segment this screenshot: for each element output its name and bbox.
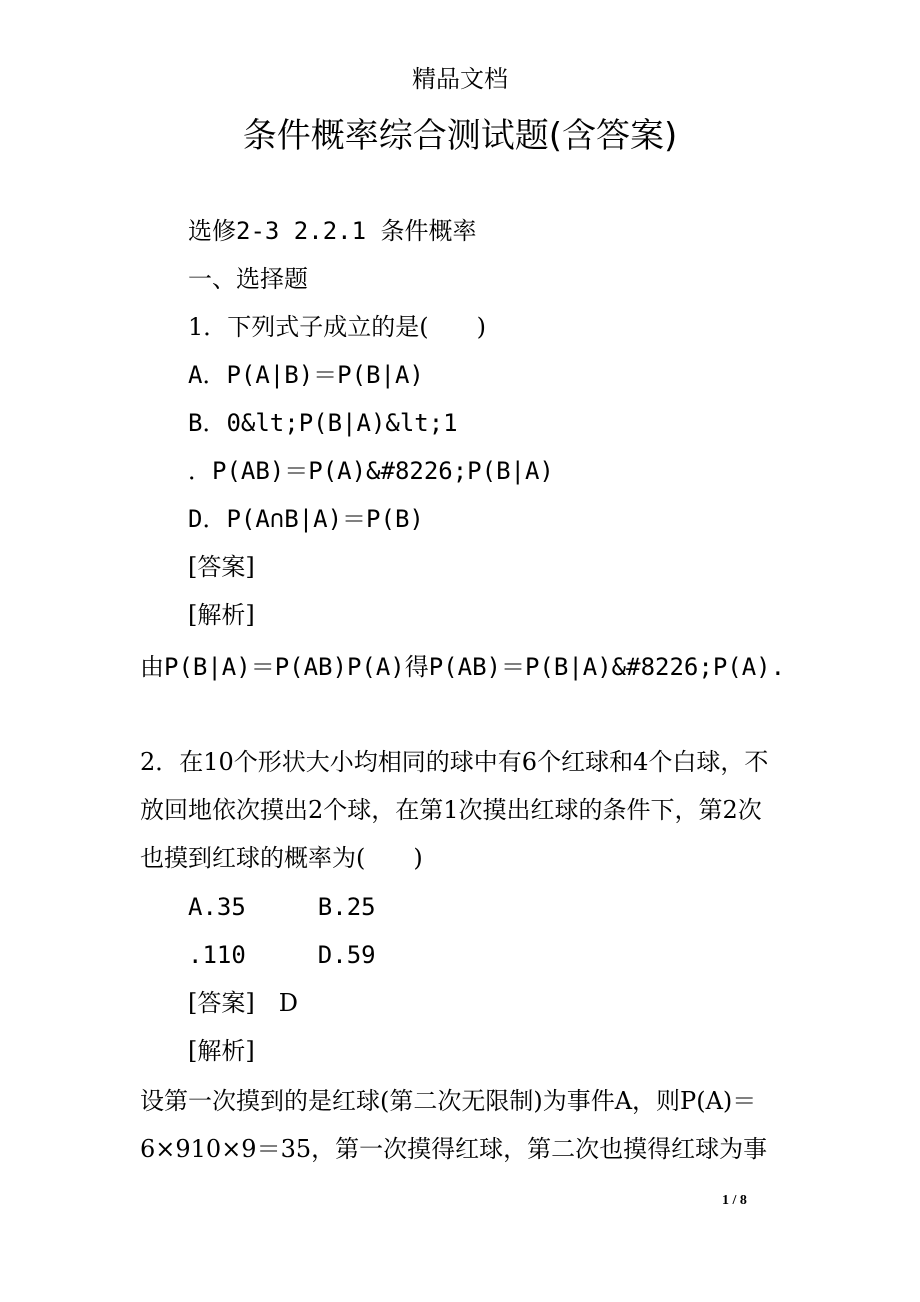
question-1-option-c: ．P(AB)＝P(A)&#8226;P(B|A) xyxy=(188,457,554,485)
question-2-analysis-label: [解析] xyxy=(188,1037,255,1065)
part-heading: 一、选择题 xyxy=(188,265,308,293)
page-header: 精品文档 xyxy=(412,65,508,93)
question-2-options-row-1: A.35 B.25 xyxy=(188,893,376,921)
section-reference: 选修2-3 2.2.1 条件概率 xyxy=(188,217,477,245)
question-2-answer: [答案] D xyxy=(188,989,298,1017)
question-1-option-a: A．P(A|B)＝P(B|A) xyxy=(188,361,424,389)
question-2-options-row-2: .110 D.59 xyxy=(188,941,376,969)
question-2-analysis-line-2: 6×910×9＝35，第一次摸得红球，第二次也摸得红球为事 xyxy=(140,1135,768,1163)
question-2-stem-line-1: 2．在10个形状大小均相同的球中有6个红球和4个白球，不 xyxy=(140,748,769,776)
question-1-option-d: D．P(A∩B|A)＝P(B) xyxy=(188,505,424,533)
question-2-stem-line-2: 放回地依次摸出2个球，在第1次摸出红球的条件下，第2次 xyxy=(140,796,762,824)
question-1-answer-label: [答案] xyxy=(188,553,255,581)
question-2-stem-line-3: 也摸到红球的概率为( ) xyxy=(140,844,423,872)
question-1-analysis-label: [解析] xyxy=(188,601,255,629)
question-1-analysis-text: 由P(B|A)＝P(AB)P(A)得P(AB)＝P(B|A)&#8226;P(A). xyxy=(140,653,786,681)
question-1-option-b: B．0&lt;P(B|A)&lt;1 xyxy=(188,409,458,437)
document-title: 条件概率综合测试题(含答案) xyxy=(242,116,678,156)
question-1-stem: 1．下列式子成立的是( ) xyxy=(188,313,486,341)
page-number: 1 / 8 xyxy=(722,1193,747,1208)
question-2-analysis-line-1: 设第一次摸到的是红球(第二次无限制)为事件A，则P(A)＝ xyxy=(140,1087,757,1115)
